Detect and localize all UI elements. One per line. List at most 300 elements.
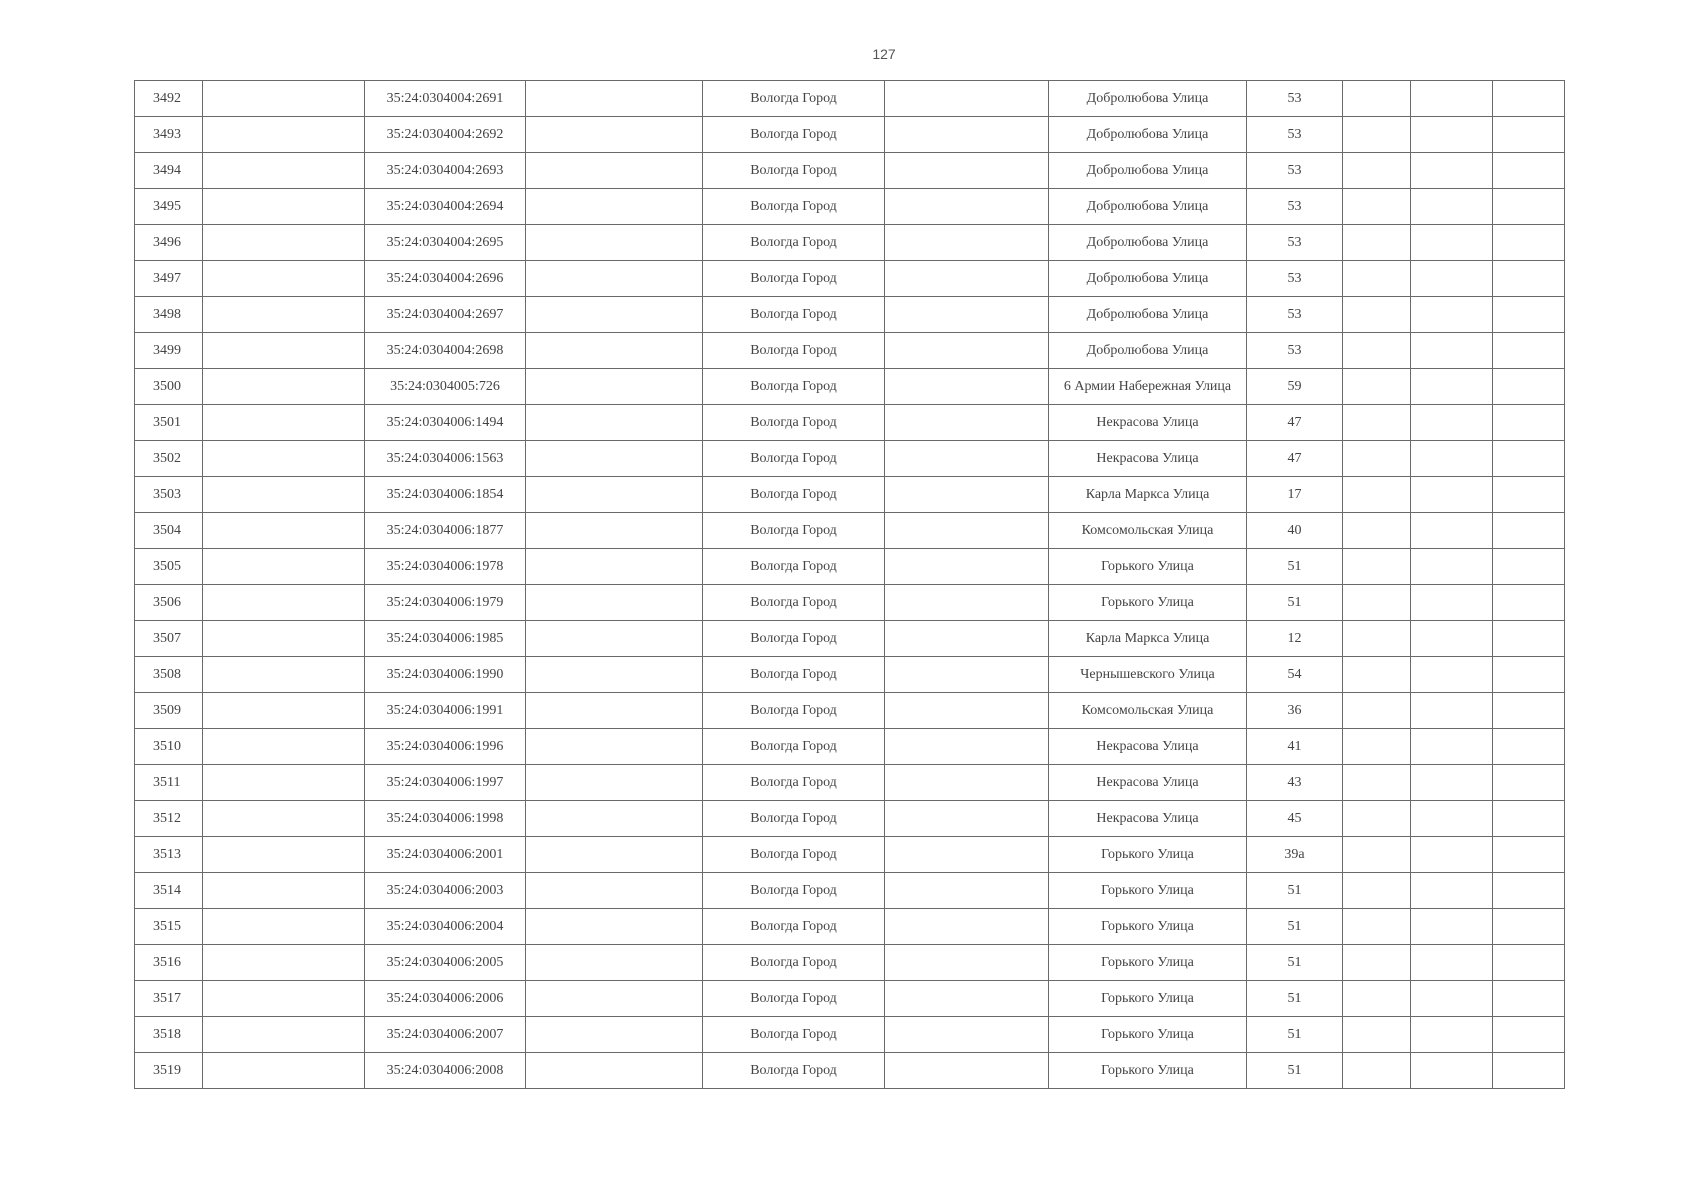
street-cell: Горького Улица xyxy=(1049,909,1247,945)
city-cell: Вологда Город xyxy=(703,297,885,333)
empty-cell xyxy=(526,153,703,189)
row-number-cell: 3507 xyxy=(135,621,203,657)
street-cell: Комсомольская Улица xyxy=(1049,513,1247,549)
empty-cell xyxy=(203,801,365,837)
empty-cell xyxy=(1343,945,1411,981)
empty-cell xyxy=(1493,621,1565,657)
row-number-cell: 3493 xyxy=(135,117,203,153)
empty-cell xyxy=(1411,81,1493,117)
table-row xyxy=(135,765,1565,801)
empty-cell xyxy=(1411,441,1493,477)
cadastral-number-cell: 35:24:0304004:2692 xyxy=(365,117,526,153)
row-number-cell: 3513 xyxy=(135,837,203,873)
row-number-cell: 3498 xyxy=(135,297,203,333)
cadastral-number-cell: 35:24:0304006:2007 xyxy=(365,1017,526,1053)
cadastral-number-cell: 35:24:0304006:1990 xyxy=(365,657,526,693)
empty-cell xyxy=(1343,909,1411,945)
street-cell: Некрасова Улица xyxy=(1049,729,1247,765)
empty-cell xyxy=(526,405,703,441)
cadastral-number-cell: 35:24:0304005:726 xyxy=(365,369,526,405)
empty-cell xyxy=(885,333,1049,369)
street-cell: Карла Маркса Улица xyxy=(1049,477,1247,513)
city-cell: Вологда Город xyxy=(703,153,885,189)
city-cell: Вологда Город xyxy=(703,1017,885,1053)
house-number-cell: 54 xyxy=(1247,657,1343,693)
empty-cell xyxy=(1343,621,1411,657)
cadastral-number-cell: 35:24:0304006:2008 xyxy=(365,1053,526,1089)
cadastral-number-cell: 35:24:0304006:1854 xyxy=(365,477,526,513)
empty-cell xyxy=(885,585,1049,621)
empty-cell xyxy=(1411,1017,1493,1053)
table-row xyxy=(135,333,1565,369)
table-row xyxy=(135,729,1565,765)
empty-cell xyxy=(526,657,703,693)
house-number-cell: 41 xyxy=(1247,729,1343,765)
empty-cell xyxy=(1493,405,1565,441)
empty-cell xyxy=(1493,801,1565,837)
empty-cell xyxy=(885,477,1049,513)
street-cell: Чернышевского Улица xyxy=(1049,657,1247,693)
empty-cell xyxy=(1411,1053,1493,1089)
city-cell: Вологда Город xyxy=(703,981,885,1017)
row-number-cell: 3504 xyxy=(135,513,203,549)
empty-cell xyxy=(885,261,1049,297)
empty-cell xyxy=(526,729,703,765)
row-number-cell: 3506 xyxy=(135,585,203,621)
empty-cell xyxy=(1411,873,1493,909)
empty-cell xyxy=(885,1053,1049,1089)
cadastral-number-cell: 35:24:0304006:2001 xyxy=(365,837,526,873)
table-row xyxy=(135,1017,1565,1053)
empty-cell xyxy=(1493,657,1565,693)
empty-cell xyxy=(1493,945,1565,981)
street-cell: Горького Улица xyxy=(1049,1053,1247,1089)
city-cell: Вологда Город xyxy=(703,657,885,693)
empty-cell xyxy=(1411,513,1493,549)
empty-cell xyxy=(1493,765,1565,801)
cadastral-number-cell: 35:24:0304006:1991 xyxy=(365,693,526,729)
empty-cell xyxy=(1493,513,1565,549)
empty-cell xyxy=(1493,585,1565,621)
empty-cell xyxy=(1343,729,1411,765)
house-number-cell: 51 xyxy=(1247,549,1343,585)
table-row xyxy=(135,261,1565,297)
house-number-cell: 53 xyxy=(1247,153,1343,189)
empty-cell xyxy=(1411,621,1493,657)
empty-cell xyxy=(1493,1017,1565,1053)
empty-cell xyxy=(1343,297,1411,333)
empty-cell xyxy=(1343,981,1411,1017)
city-cell: Вологда Город xyxy=(703,549,885,585)
empty-cell xyxy=(203,153,365,189)
house-number-cell: 53 xyxy=(1247,117,1343,153)
row-number-cell: 3509 xyxy=(135,693,203,729)
table-row xyxy=(135,117,1565,153)
cadastral-number-cell: 35:24:0304006:1979 xyxy=(365,585,526,621)
city-cell: Вологда Город xyxy=(703,585,885,621)
page-number: 127 xyxy=(872,46,896,62)
empty-cell xyxy=(1411,585,1493,621)
house-number-cell: 53 xyxy=(1247,225,1343,261)
house-number-cell: 53 xyxy=(1247,81,1343,117)
empty-cell xyxy=(526,549,703,585)
city-cell: Вологда Город xyxy=(703,405,885,441)
house-number-cell: 17 xyxy=(1247,477,1343,513)
empty-cell xyxy=(1343,513,1411,549)
empty-cell xyxy=(1411,333,1493,369)
empty-cell xyxy=(1493,981,1565,1017)
street-cell: Комсомольская Улица xyxy=(1049,693,1247,729)
empty-cell xyxy=(526,513,703,549)
house-number-cell: 51 xyxy=(1247,873,1343,909)
house-number-cell: 51 xyxy=(1247,909,1343,945)
house-number-cell: 51 xyxy=(1247,1053,1343,1089)
empty-cell xyxy=(1343,369,1411,405)
city-cell: Вологда Город xyxy=(703,189,885,225)
empty-cell xyxy=(1493,873,1565,909)
empty-cell xyxy=(885,369,1049,405)
empty-cell xyxy=(1343,225,1411,261)
empty-cell xyxy=(526,297,703,333)
cadastral-number-cell: 35:24:0304006:2004 xyxy=(365,909,526,945)
empty-cell xyxy=(526,81,703,117)
cadastral-number-cell: 35:24:0304004:2694 xyxy=(365,189,526,225)
empty-cell xyxy=(885,981,1049,1017)
empty-cell xyxy=(1411,801,1493,837)
cadastral-number-cell: 35:24:0304004:2697 xyxy=(365,297,526,333)
empty-cell xyxy=(526,189,703,225)
empty-cell xyxy=(203,945,365,981)
empty-cell xyxy=(1343,117,1411,153)
empty-cell xyxy=(526,621,703,657)
empty-cell xyxy=(1493,1053,1565,1089)
empty-cell xyxy=(885,441,1049,477)
empty-cell xyxy=(203,585,365,621)
empty-cell xyxy=(526,837,703,873)
empty-cell xyxy=(1493,369,1565,405)
city-cell: Вологда Город xyxy=(703,729,885,765)
empty-cell xyxy=(203,1053,365,1089)
cadastral-number-cell: 35:24:0304006:1877 xyxy=(365,513,526,549)
empty-cell xyxy=(203,369,365,405)
cadastral-number-cell: 35:24:0304004:2695 xyxy=(365,225,526,261)
row-number-cell: 3501 xyxy=(135,405,203,441)
row-number-cell: 3518 xyxy=(135,1017,203,1053)
table-row xyxy=(135,513,1565,549)
street-cell: 6 Армии Набережная Улица xyxy=(1049,369,1247,405)
table-row xyxy=(135,945,1565,981)
street-cell: Добролюбова Улица xyxy=(1049,225,1247,261)
empty-cell xyxy=(1343,873,1411,909)
empty-cell xyxy=(1343,765,1411,801)
row-number-cell: 3510 xyxy=(135,729,203,765)
city-cell: Вологда Город xyxy=(703,945,885,981)
cadastral-number-cell: 35:24:0304006:2003 xyxy=(365,873,526,909)
empty-cell xyxy=(1493,909,1565,945)
street-cell: Добролюбова Улица xyxy=(1049,189,1247,225)
empty-cell xyxy=(203,297,365,333)
table-row xyxy=(135,369,1565,405)
empty-cell xyxy=(885,801,1049,837)
empty-cell xyxy=(203,693,365,729)
empty-cell xyxy=(885,693,1049,729)
city-cell: Вологда Город xyxy=(703,369,885,405)
empty-cell xyxy=(885,837,1049,873)
empty-cell xyxy=(1493,729,1565,765)
empty-cell xyxy=(526,369,703,405)
street-cell: Горького Улица xyxy=(1049,1017,1247,1053)
registry-body xyxy=(135,81,1565,1089)
empty-cell xyxy=(1343,441,1411,477)
house-number-cell: 53 xyxy=(1247,189,1343,225)
empty-cell xyxy=(885,549,1049,585)
row-number-cell: 3505 xyxy=(135,549,203,585)
table-row xyxy=(135,801,1565,837)
empty-cell xyxy=(885,657,1049,693)
row-number-cell: 3512 xyxy=(135,801,203,837)
cadastral-number-cell: 35:24:0304006:1996 xyxy=(365,729,526,765)
empty-cell xyxy=(203,981,365,1017)
empty-cell xyxy=(1343,1017,1411,1053)
empty-cell xyxy=(526,1017,703,1053)
empty-cell xyxy=(1411,657,1493,693)
empty-cell xyxy=(203,837,365,873)
empty-cell xyxy=(203,333,365,369)
empty-cell xyxy=(885,909,1049,945)
empty-cell xyxy=(1343,657,1411,693)
empty-cell xyxy=(885,765,1049,801)
house-number-cell: 53 xyxy=(1247,333,1343,369)
row-number-cell: 3499 xyxy=(135,333,203,369)
row-number-cell: 3515 xyxy=(135,909,203,945)
empty-cell xyxy=(885,225,1049,261)
city-cell: Вологда Город xyxy=(703,801,885,837)
empty-cell xyxy=(526,441,703,477)
empty-cell xyxy=(1411,549,1493,585)
cadastral-number-cell: 35:24:0304004:2691 xyxy=(365,81,526,117)
row-number-cell: 3492 xyxy=(135,81,203,117)
table-row xyxy=(135,189,1565,225)
city-cell: Вологда Город xyxy=(703,225,885,261)
empty-cell xyxy=(1493,81,1565,117)
empty-cell xyxy=(885,1017,1049,1053)
cadastral-number-cell: 35:24:0304006:1563 xyxy=(365,441,526,477)
table-row xyxy=(135,657,1565,693)
city-cell: Вологда Город xyxy=(703,441,885,477)
street-cell: Горького Улица xyxy=(1049,981,1247,1017)
empty-cell xyxy=(1343,153,1411,189)
empty-cell xyxy=(1343,549,1411,585)
empty-cell xyxy=(203,513,365,549)
empty-cell xyxy=(1343,837,1411,873)
cadastral-number-cell: 35:24:0304006:2005 xyxy=(365,945,526,981)
cadastral-number-cell: 35:24:0304006:1985 xyxy=(365,621,526,657)
table-row xyxy=(135,585,1565,621)
city-cell: Вологда Город xyxy=(703,873,885,909)
empty-cell xyxy=(1493,333,1565,369)
empty-cell xyxy=(885,873,1049,909)
empty-cell xyxy=(526,693,703,729)
empty-cell xyxy=(526,585,703,621)
empty-cell xyxy=(1343,477,1411,513)
empty-cell xyxy=(885,81,1049,117)
empty-cell xyxy=(885,405,1049,441)
empty-cell xyxy=(1411,261,1493,297)
empty-cell xyxy=(526,1053,703,1089)
city-cell: Вологда Город xyxy=(703,1053,885,1089)
empty-cell xyxy=(1411,369,1493,405)
empty-cell xyxy=(203,261,365,297)
street-cell: Добролюбова Улица xyxy=(1049,81,1247,117)
empty-cell xyxy=(885,945,1049,981)
house-number-cell: 40 xyxy=(1247,513,1343,549)
street-cell: Горького Улица xyxy=(1049,549,1247,585)
row-number-cell: 3495 xyxy=(135,189,203,225)
city-cell: Вологда Город xyxy=(703,81,885,117)
table-row xyxy=(135,1053,1565,1089)
row-number-cell: 3496 xyxy=(135,225,203,261)
street-cell: Некрасова Улица xyxy=(1049,441,1247,477)
empty-cell xyxy=(1411,153,1493,189)
empty-cell xyxy=(203,729,365,765)
house-number-cell: 36 xyxy=(1247,693,1343,729)
empty-cell xyxy=(1411,981,1493,1017)
street-cell: Добролюбова Улица xyxy=(1049,261,1247,297)
empty-cell xyxy=(1493,477,1565,513)
empty-cell xyxy=(1411,297,1493,333)
cadastral-number-cell: 35:24:0304006:1998 xyxy=(365,801,526,837)
empty-cell xyxy=(1493,441,1565,477)
row-number-cell: 3494 xyxy=(135,153,203,189)
house-number-cell: 39а xyxy=(1247,837,1343,873)
street-cell: Горького Улица xyxy=(1049,585,1247,621)
registry-table xyxy=(134,80,1565,1089)
city-cell: Вологда Город xyxy=(703,333,885,369)
empty-cell xyxy=(1343,261,1411,297)
table-row xyxy=(135,693,1565,729)
empty-cell xyxy=(885,117,1049,153)
empty-cell xyxy=(1343,693,1411,729)
street-cell: Горького Улица xyxy=(1049,945,1247,981)
empty-cell xyxy=(1343,585,1411,621)
empty-cell xyxy=(1493,549,1565,585)
empty-cell xyxy=(885,153,1049,189)
empty-cell xyxy=(1493,693,1565,729)
empty-cell xyxy=(526,873,703,909)
empty-cell xyxy=(526,801,703,837)
empty-cell xyxy=(526,261,703,297)
empty-cell xyxy=(526,945,703,981)
house-number-cell: 53 xyxy=(1247,297,1343,333)
table-row xyxy=(135,225,1565,261)
empty-cell xyxy=(1343,801,1411,837)
empty-cell xyxy=(203,765,365,801)
empty-cell xyxy=(1411,405,1493,441)
house-number-cell: 53 xyxy=(1247,261,1343,297)
cadastral-number-cell: 35:24:0304006:2006 xyxy=(365,981,526,1017)
street-cell: Добролюбова Улица xyxy=(1049,297,1247,333)
table-row xyxy=(135,909,1565,945)
city-cell: Вологда Город xyxy=(703,837,885,873)
empty-cell xyxy=(203,189,365,225)
house-number-cell: 45 xyxy=(1247,801,1343,837)
city-cell: Вологда Город xyxy=(703,477,885,513)
empty-cell xyxy=(526,117,703,153)
table-row xyxy=(135,837,1565,873)
empty-cell xyxy=(885,297,1049,333)
empty-cell xyxy=(203,405,365,441)
cadastral-number-cell: 35:24:0304004:2696 xyxy=(365,261,526,297)
empty-cell xyxy=(1493,837,1565,873)
empty-cell xyxy=(1343,333,1411,369)
house-number-cell: 51 xyxy=(1247,945,1343,981)
empty-cell xyxy=(1343,81,1411,117)
empty-cell xyxy=(885,513,1049,549)
empty-cell xyxy=(203,1017,365,1053)
empty-cell xyxy=(203,909,365,945)
row-number-cell: 3519 xyxy=(135,1053,203,1089)
table-row xyxy=(135,477,1565,513)
city-cell: Вологда Город xyxy=(703,117,885,153)
empty-cell xyxy=(203,477,365,513)
empty-cell xyxy=(1343,1053,1411,1089)
street-cell: Карла Маркса Улица xyxy=(1049,621,1247,657)
empty-cell xyxy=(1411,765,1493,801)
row-number-cell: 3503 xyxy=(135,477,203,513)
table-row xyxy=(135,297,1565,333)
city-cell: Вологда Город xyxy=(703,909,885,945)
empty-cell xyxy=(203,549,365,585)
street-cell: Горького Улица xyxy=(1049,837,1247,873)
empty-cell xyxy=(1343,189,1411,225)
empty-cell xyxy=(1493,225,1565,261)
row-number-cell: 3500 xyxy=(135,369,203,405)
street-cell: Добролюбова Улица xyxy=(1049,117,1247,153)
row-number-cell: 3516 xyxy=(135,945,203,981)
empty-cell xyxy=(203,81,365,117)
row-number-cell: 3511 xyxy=(135,765,203,801)
table-row xyxy=(135,153,1565,189)
cadastral-number-cell: 35:24:0304006:1997 xyxy=(365,765,526,801)
house-number-cell: 47 xyxy=(1247,405,1343,441)
table-row xyxy=(135,621,1565,657)
house-number-cell: 47 xyxy=(1247,441,1343,477)
empty-cell xyxy=(885,621,1049,657)
empty-cell xyxy=(526,909,703,945)
empty-cell xyxy=(203,873,365,909)
empty-cell xyxy=(1493,261,1565,297)
cadastral-number-cell: 35:24:0304006:1978 xyxy=(365,549,526,585)
empty-cell xyxy=(1411,837,1493,873)
empty-cell xyxy=(1411,117,1493,153)
empty-cell xyxy=(1411,225,1493,261)
cadastral-number-cell: 35:24:0304004:2698 xyxy=(365,333,526,369)
table-row xyxy=(135,981,1565,1017)
row-number-cell: 3502 xyxy=(135,441,203,477)
empty-cell xyxy=(203,117,365,153)
row-number-cell: 3514 xyxy=(135,873,203,909)
street-cell: Некрасова Улица xyxy=(1049,801,1247,837)
city-cell: Вологда Город xyxy=(703,261,885,297)
empty-cell xyxy=(1493,153,1565,189)
empty-cell xyxy=(1411,729,1493,765)
house-number-cell: 51 xyxy=(1247,1017,1343,1053)
empty-cell xyxy=(1493,297,1565,333)
house-number-cell: 43 xyxy=(1247,765,1343,801)
house-number-cell: 12 xyxy=(1247,621,1343,657)
table-row xyxy=(135,441,1565,477)
table-row xyxy=(135,81,1565,117)
